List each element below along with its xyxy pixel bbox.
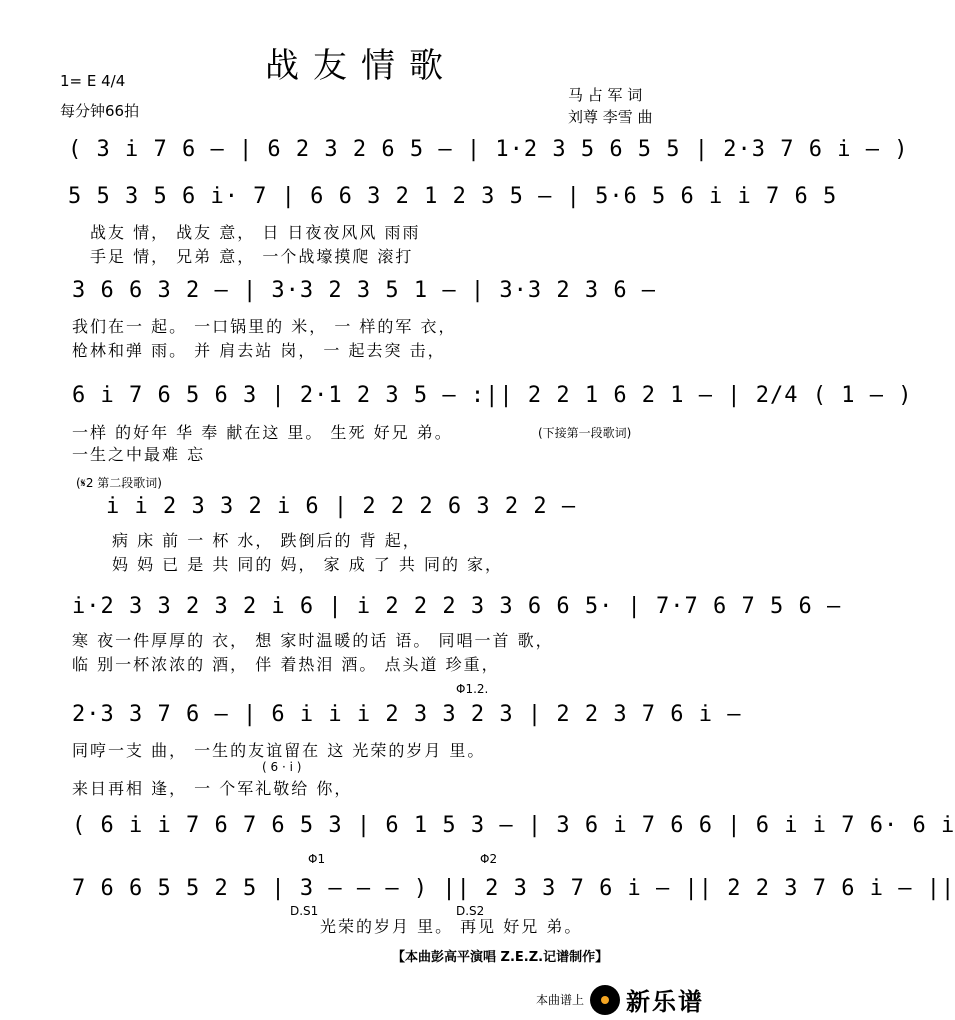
brand-name: 新乐谱 <box>626 988 704 1016</box>
coda-marker: Φ2 <box>480 852 498 866</box>
score-row: 3 6 6 3 2 – | 3·3 2 3 5 1 – | 3·3 2 3 6 – <box>72 278 657 303</box>
time-signature: 4/4 <box>101 72 126 90</box>
composer-credit: 刘尊 李雪 曲 <box>568 108 653 126</box>
score-row: 6 i̇ 7 6 5 6 3 | 2·1 2 3 5 – :|| 2 2 1 6 2 1 – | 2/4 ( 1 – ) <box>72 383 913 408</box>
lyric-line: 手足 情， 兄弟 意， 一个战壕摸爬 滚打 <box>90 247 414 266</box>
score-row: i̇ i̇ 2 3 3 2 i̇ 6 | 2 2 2 6 3 2 2 – <box>106 494 577 519</box>
disc-icon <box>590 985 620 1015</box>
tempo-label: 每分钟66拍 <box>60 102 140 120</box>
segno-note: (𝄋2 第二段歌词) <box>76 476 162 490</box>
coda-marker: Φ1.2. <box>456 682 489 696</box>
lyric-line: 妈 妈 已 是 共 同的 妈， 家 成 了 共 同的 家， <box>112 555 504 574</box>
lyric-line: 寒 夜一件厚厚的 衣， 想 家时温暖的话 语。 同唱一首 歌， <box>72 631 554 650</box>
alternate-notes: ( 6 · i̇ ) <box>262 760 302 774</box>
lyric-line: 临 别一杯浓浓的 酒， 伴 着热泪 酒。 点头道 珍重， <box>72 655 500 674</box>
score-row: ( 3 i̇ 7 6 – | 6 2 3 2 6 5 – | 1·2 3 5 6 5 5 | 2·3 7 6 i̇ – ) <box>68 137 909 162</box>
ds-marker: D.S1 <box>290 904 319 918</box>
lyric-line: 病 床 前 一 杯 水， 跌倒后的 背 起， <box>112 531 421 550</box>
brand-prefix: 本曲谱上 <box>535 993 584 1007</box>
coda-marker: Φ1 <box>308 852 326 866</box>
page-title: 战友情歌 <box>265 46 457 86</box>
lyric-line: 来日再相 逢， 一 个军礼敬给 你， <box>72 779 353 798</box>
score-row: 2·3 3 7 6 – | 6 i̇ i̇ i̇ 2 3 3 2 3 | 2 2 3 7 6 i̇ – <box>72 702 742 727</box>
ds-marker: D.S2 <box>456 904 485 918</box>
repeat-note: (下接第一段歌词) <box>538 426 632 440</box>
brand-logo <box>536 982 704 1017</box>
score-row: 5 5 3 5 6 i̇· 7 | 6 6 3 2 1 2 3 5 – | 5·6 5 6 i̇ i̇ 7 6 5 <box>68 184 838 209</box>
lyric-line: 一生之中最难 忘 <box>72 445 206 464</box>
key-signature <box>60 72 125 90</box>
footer-credit: 【本曲彭高平演唱 Z.E.Z.记谱制作】 <box>392 950 609 965</box>
lyric-line: 同哼一支 曲， 一生的友谊留在 这 光荣的岁月 里。 <box>72 741 486 760</box>
key-label: 1= E <box>60 72 97 90</box>
lyricist-credit: 马 占 军 词 <box>568 86 643 104</box>
lyric-line: 战友 情， 战友 意， 日 日夜夜风风 雨雨 <box>90 223 421 242</box>
lyric-line: 我们在一 起。 一口锅里的 米， 一 样的军 衣， <box>72 317 457 336</box>
lyric-line: 一样 的好年 华 奉 献在这 里。 生死 好兄 弟。 <box>72 423 453 442</box>
lyric-line: 光荣的岁月 里。 再见 好兄 弟。 <box>320 917 583 936</box>
lyric-line: 枪林和弹 雨。 并 肩去站 岗， 一 起去突 击， <box>72 341 446 360</box>
score-row: i̇·2 3 3 2 3 2 i̇ 6 | i̇ 2 2 2 3 3 6 6 5· | 7·7 6 7 5 6 – <box>72 594 842 619</box>
score-row: 7 6 6 5 5 2 5 | 3 – – – ) || 2 3 3 7 6 i̇ – || 2 2 3 7 6 i̇ – || <box>72 876 955 901</box>
score-row: ( 6 i̇ i̇ 7 6 7 6 5 3 | 6 1 5 3 – | 3 6 i̇ 7 6 6 | 6 i̇ i̇ 7 6· 6 i̇ <box>72 813 955 838</box>
